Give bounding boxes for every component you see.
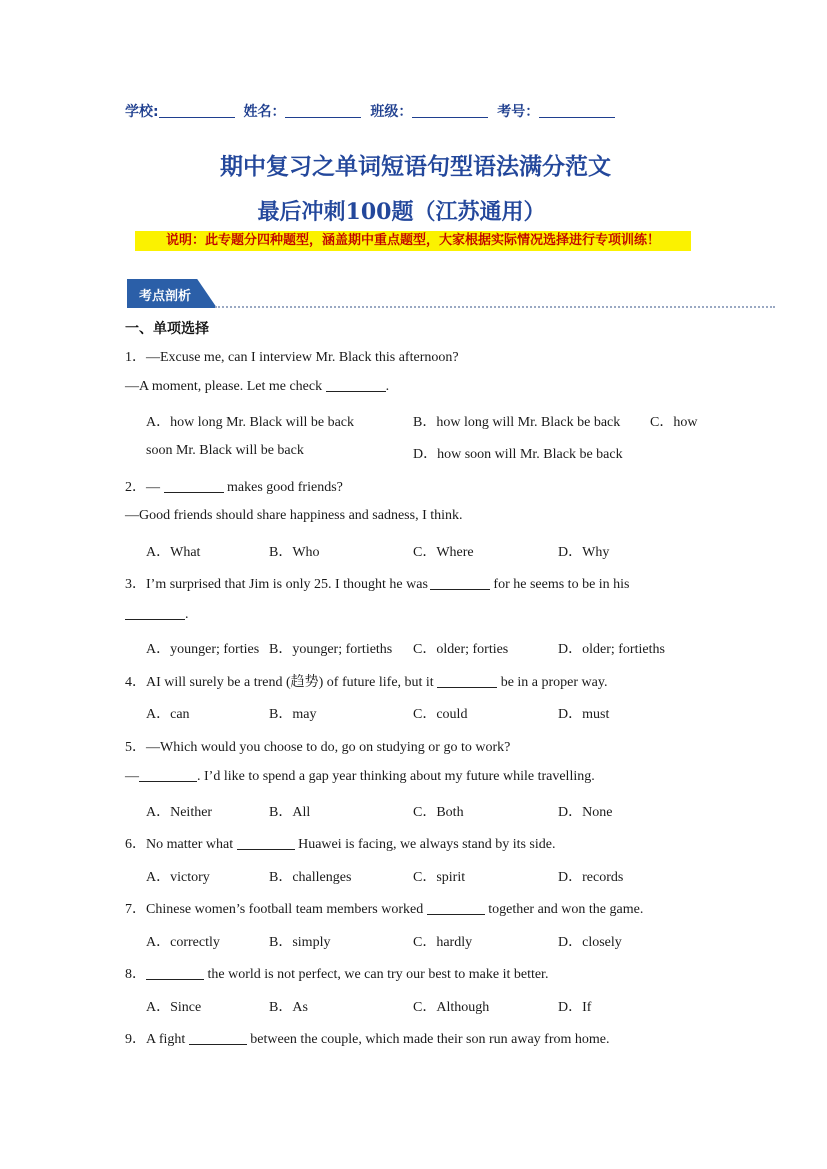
page-title: 期中复习之单词短语句型语法满分范文 xyxy=(220,153,611,180)
q5-option-a[interactable]: A．Neither xyxy=(146,805,213,820)
q7-option-c[interactable]: C．hardly xyxy=(413,935,473,950)
question-5-stem: 5．—Which would you choose to do, go on studying or go to work? xyxy=(125,740,511,755)
q4-option-c[interactable]: C．could xyxy=(413,707,468,722)
answer-blank xyxy=(164,479,224,493)
answer-blank xyxy=(237,836,295,850)
question-2-line2: —Good friends should share happiness and sadness, I think. xyxy=(125,508,463,523)
q1-option-a[interactable]: A．how long Mr. Black will be back xyxy=(146,415,355,430)
q3-line2-end: . xyxy=(185,607,189,622)
q1-option-c-cont[interactable]: soon Mr. Black will be back xyxy=(146,443,304,458)
q3-option-b[interactable]: B．younger; fortieths xyxy=(269,642,393,657)
question-8-stem xyxy=(125,963,548,983)
q4-option-b[interactable]: B．may xyxy=(269,707,317,722)
q8-option-c[interactable]: C．Although xyxy=(413,1000,490,1015)
q2-option-d[interactable]: D．Why xyxy=(558,545,610,560)
page-subtitle: 最后冲刺100题（江苏通用） xyxy=(257,199,546,225)
q5-line2-start: — xyxy=(125,769,139,784)
q6-option-a[interactable]: A．victory xyxy=(146,870,210,885)
q2-option-a[interactable]: A．What xyxy=(146,545,201,560)
q1-option-b[interactable]: B．how long will Mr. Black be back xyxy=(413,415,621,430)
answer-blank xyxy=(139,768,197,782)
q1-option-d[interactable]: D．how soon will Mr. Black be back xyxy=(413,447,623,462)
q8-option-b[interactable]: B．As xyxy=(269,1000,308,1015)
q3-stem-end: for he seems to be in his xyxy=(493,577,630,592)
q9-stem-end: between the couple, which made their son run away from home. xyxy=(250,1032,610,1047)
answer-blank xyxy=(427,901,485,915)
name-label: 姓名： xyxy=(243,104,286,120)
q8-stem-end: the world is not perfect, we can try our best to make it better. xyxy=(207,967,549,982)
question-1-line2 xyxy=(125,378,389,395)
class-field[interactable] xyxy=(412,103,488,118)
question-5-line2 xyxy=(125,768,595,785)
question-2-stem xyxy=(125,476,343,496)
question-3-line2 xyxy=(125,606,189,623)
answer-blank xyxy=(146,966,204,980)
q5-option-d[interactable]: D．None xyxy=(558,805,613,820)
q4-stem-end: be in a proper way. xyxy=(500,675,608,690)
question-7-stem xyxy=(125,898,643,918)
q8-option-a[interactable]: A．Since xyxy=(146,1000,202,1015)
number-label: 考号： xyxy=(497,104,540,120)
section-tab-label: 考点剖析 xyxy=(139,289,192,304)
q1-option-c[interactable]: C．how xyxy=(650,415,698,430)
q2-stem-start: 2．— xyxy=(125,480,160,495)
q5-option-c[interactable]: C．Both xyxy=(413,805,464,820)
q4-option-a[interactable]: A．can xyxy=(146,707,190,722)
answer-blank xyxy=(437,674,497,688)
question-4-stem xyxy=(125,671,607,691)
section-bar xyxy=(127,279,777,309)
q3-option-a[interactable]: A．younger; forties xyxy=(146,642,260,657)
q3-option-d[interactable]: D．older; fortieths xyxy=(558,642,665,657)
header-fields xyxy=(125,101,615,121)
answer-blank xyxy=(326,378,386,392)
school-label: 学校: xyxy=(125,104,159,120)
answer-blank xyxy=(189,1031,247,1045)
q6-option-b[interactable]: B．challenges xyxy=(269,870,352,885)
number-field[interactable] xyxy=(539,103,615,118)
q6-stem-end: Huawei is facing, we always stand by its side. xyxy=(298,837,556,852)
answer-blank xyxy=(430,576,490,590)
q7-option-a[interactable]: A．correctly xyxy=(146,935,220,950)
school-field[interactable] xyxy=(159,103,235,118)
question-6-stem xyxy=(125,833,555,853)
q8-option-d[interactable]: D．If xyxy=(558,1000,592,1015)
answer-blank xyxy=(125,606,185,620)
q2-option-b[interactable]: B．Who xyxy=(269,545,320,560)
q2-stem-end: makes good friends? xyxy=(227,480,343,495)
q8-stem-start: 8． xyxy=(125,967,146,982)
q4-stem-start: 4．AI will surely be a trend (趋势) of future life, but it xyxy=(125,675,434,690)
q7-stem-end: together and won the game. xyxy=(488,902,644,917)
q1-line2-end: . xyxy=(385,379,390,394)
q3-option-c[interactable]: C．older; forties xyxy=(413,642,509,657)
q7-stem-start: 7．Chinese women’s football team members worked xyxy=(125,902,424,917)
q7-option-d[interactable]: D．closely xyxy=(558,935,622,950)
q3-stem-start: 3．I’m surprised that Jim is only 25. I thought he was xyxy=(125,577,428,592)
instruction-note: 说明：此专题分四种题型，涵盖期中重点题型，大家根据实际情况选择进行专项训练！ xyxy=(135,231,691,251)
question-3-stem xyxy=(125,573,630,593)
q7-option-b[interactable]: B．simply xyxy=(269,935,331,950)
q4-option-d[interactable]: D．must xyxy=(558,707,610,722)
q6-stem-start: 6．No matter what xyxy=(125,837,234,852)
q5-option-b[interactable]: B．All xyxy=(269,805,311,820)
q2-option-c[interactable]: C．Where xyxy=(413,545,474,560)
section-heading: 一、单项选择 xyxy=(125,321,209,337)
class-label: 班级： xyxy=(370,104,413,120)
q9-stem-start: 9．A fight xyxy=(125,1032,186,1047)
q6-option-d[interactable]: D．records xyxy=(558,870,624,885)
q5-line2-end: . I’d like to spend a gap year thinking about my future while travelling. xyxy=(197,769,595,784)
section-divider xyxy=(215,306,775,308)
q1-line2-text: —A moment, please. Let me check xyxy=(125,379,323,394)
q6-option-c[interactable]: C．spirit xyxy=(413,870,466,885)
question-1-stem: 1．—Excuse me, can I interview Mr. Black this afternoon? xyxy=(125,350,459,365)
question-9-stem xyxy=(125,1028,610,1048)
name-field[interactable] xyxy=(285,103,361,118)
